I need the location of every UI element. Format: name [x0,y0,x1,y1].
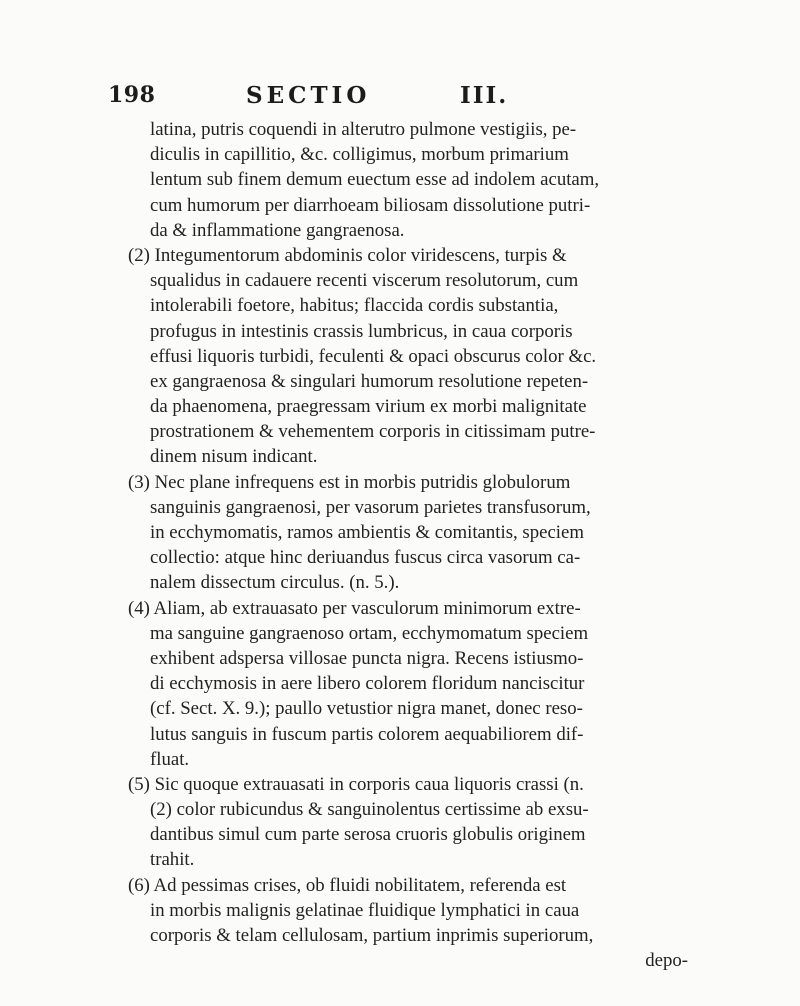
text-line: nalem dissectum circulus. (n. 5.). [150,572,400,594]
page-number: 198 [108,82,156,108]
text-line: diculis in capillitio, &c. colligimus, morbum primarium [150,144,569,166]
text-line: trahit. [150,849,195,871]
text-line: profugus in intestinis crassis lumbricus, in caua corporis [150,320,573,342]
text-line: lutus sanguis in fuscum partis colorem aequabiliorem dif- [150,723,584,745]
text-line: lentum sub finem demum euectum esse ad indolem acutam, [150,169,600,191]
text-line: dinem nisum indicant. [150,446,318,468]
text-line: depo- [645,950,688,972]
text-line: fluat. [150,748,190,770]
text-line: (cf. Sect. X. 9.); paullo vetustior nigra manet, donec reso- [150,698,583,720]
page-header [108,82,628,112]
text-line: dantibus simul cum parte serosa cruoris globulis originem [150,824,586,846]
text-line: collectio: atque hinc deriuandus fuscus circa vasorum ca- [150,547,581,569]
text-line: squalidus in cadauere recenti viscerum resolutorum, cum [150,270,579,292]
text-line: sanguinis gangraenosi, per vasorum parietes transfusorum, [150,496,591,518]
text-line: da phaenomena, praegressam virium ex morbi malignitate [150,396,587,418]
text-line: prostrationem & vehementem corporis in citissimam putre- [150,421,596,443]
section-number: III. [460,82,509,109]
section-title: SECTIO [246,82,371,109]
text-line: in morbis malignis gelatinae fluidique lymphatici in caua [150,899,580,921]
text-line: ex gangraenosa & singulari humorum resolutione repeten- [150,370,589,392]
body-text [128,117,688,973]
text-line: cum humorum per diarrhoeam biliosam dissolutione putri- [150,194,591,216]
text-line: (6) Ad pessimas crises, ob fluidi nobilitatem, referenda est [128,874,567,896]
text-line: (2) Integumentorum abdominis color viridescens, turpis & [128,244,567,266]
text-line: (4) Aliam, ab extrauasato per vasculorum minimorum extre- [128,597,581,619]
text-line: intolerabili foetore, habitus; flaccida cordis substantia, [150,295,559,317]
text-line: di ecchymosis in aere libero colorem floridum nanciscitur [150,673,585,695]
text-line: exhibent adspersa villosae puncta nigra. Recens istiusmo- [150,647,584,669]
text-line: (5) Sic quoque extrauasati in corporis caua liquoris crassi (n. [128,773,584,795]
text-line: in ecchymomatis, ramos ambientis & comitantis, speciem [150,522,584,543]
text-line: effusi liquoris turbidi, feculenti & opaci obscurus color &c. [150,345,597,367]
text-line: (2) color rubicundus & sanguinolentus certissime ab exsu- [150,799,589,821]
text-line: ma sanguine gangraenoso ortam, ecchymomatum speciem [150,622,589,644]
text-line: da & inflammatione gangraenosa. [150,219,405,241]
text-line: latina, putris coquendi in alterutro pulmone vestigiis, pe- [150,119,577,140]
text-line: corporis & telam cellulosam, partium inprimis superiorum, [150,925,594,946]
text-line: (3) Nec plane infrequens est in morbis putridis globulorum [128,471,571,493]
